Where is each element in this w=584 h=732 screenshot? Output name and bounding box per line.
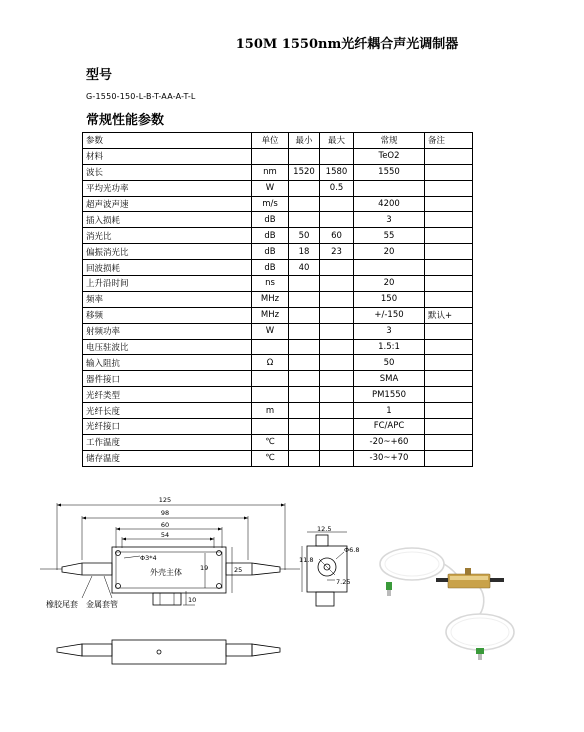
table-cell: +/-150 [354, 307, 425, 323]
table-cell: 器件接口 [83, 371, 252, 387]
table-cell: 频率 [83, 291, 252, 307]
table-cell: 回波损耗 [83, 260, 252, 276]
model-code: G-1550-150-L-B-T-AA-A-T-L [86, 92, 196, 101]
product-photo [376, 536, 516, 666]
table-cell: SMA [354, 371, 425, 387]
table-cell: 23 [320, 244, 354, 260]
dim-10: 10 [188, 596, 197, 604]
dim-7-25: 7.25 [336, 578, 351, 586]
dim-98: 98 [160, 509, 170, 517]
label-rubber-boot: 橡胶尾套 [46, 600, 78, 609]
table-cell: 20 [354, 244, 425, 260]
table-cell: dB [252, 212, 289, 228]
dim-25: 25 [234, 566, 243, 574]
table-cell: 默认+ [425, 307, 473, 323]
table-cell: 材料 [83, 148, 252, 164]
table-cell: 光纤接口 [83, 419, 252, 435]
table-cell: 1580 [320, 164, 354, 180]
table-cell: dB [252, 260, 289, 276]
table-cell: m/s [252, 196, 289, 212]
dim-125: 125 [158, 496, 172, 504]
table-cell: Ω [252, 355, 289, 371]
table-cell: 3 [354, 212, 425, 228]
table-cell: 55 [354, 228, 425, 244]
table-cell: 输入阻抗 [83, 355, 252, 371]
header-unit: 单位 [252, 133, 289, 149]
header-max: 最大 [320, 133, 354, 149]
table-cell: TeO2 [354, 148, 425, 164]
table-cell: 储存温度 [83, 450, 252, 466]
table-cell: 电压驻波比 [83, 339, 252, 355]
table-cell: m [252, 403, 289, 419]
table-cell: ℃ [252, 434, 289, 450]
header-typical: 常规 [354, 133, 425, 149]
header-min: 最小 [289, 133, 320, 149]
dim-12-5: 12.5 [317, 525, 332, 533]
table-cell: 150 [354, 291, 425, 307]
dim-60: 60 [160, 521, 170, 529]
table-cell: 偏振消光比 [83, 244, 252, 260]
document-title: 150M 1550nm光纤耦合声光调制器 [235, 37, 459, 52]
table-cell: 1520 [289, 164, 320, 180]
table-cell: ℃ [252, 450, 289, 466]
table-cell: 1.5:1 [354, 339, 425, 355]
body-label: 外壳主体 [150, 568, 182, 577]
table-cell: 超声波声速 [83, 196, 252, 212]
table-cell: 波长 [83, 164, 252, 180]
table-cell: nm [252, 164, 289, 180]
table-cell: 20 [354, 276, 425, 292]
table-cell: 插入损耗 [83, 212, 252, 228]
table-cell: 光纤类型 [83, 387, 252, 403]
table-cell: -30~+70 [354, 450, 425, 466]
table-cell: MHz [252, 307, 289, 323]
side-view [302, 532, 347, 606]
dim-phi-6-8: Φ6.8 [344, 546, 360, 554]
label-metal-sleeve: 金属套管 [86, 600, 118, 609]
table-cell: W [252, 323, 289, 339]
table-cell: 50 [354, 355, 425, 371]
table-cell: MHz [252, 291, 289, 307]
table-cell: 3 [354, 323, 425, 339]
bottom-view [57, 640, 280, 664]
table-cell: -20~+60 [354, 434, 425, 450]
header-param: 参数 [83, 133, 252, 149]
table-cell: 上升沿时间 [83, 276, 252, 292]
table-cell: 1550 [354, 164, 425, 180]
dim-54: 54 [160, 531, 170, 539]
table-cell: PM1550 [354, 387, 425, 403]
table-cell: 40 [289, 260, 320, 276]
table-cell: W [252, 180, 289, 196]
table-cell: 移频 [83, 307, 252, 323]
section-model-heading: 型号 [86, 68, 113, 83]
dim-19: 19 [200, 564, 209, 572]
table-cell: 0.5 [320, 180, 354, 196]
table-cell: 消光比 [83, 228, 252, 244]
table-cell: 射频功率 [83, 323, 252, 339]
table-cell: 50 [289, 228, 320, 244]
header-note: 备注 [425, 133, 473, 149]
table-cell: 光纤长度 [83, 403, 252, 419]
section-params-heading: 常规性能参数 [86, 113, 165, 128]
table-cell: 工作温度 [83, 434, 252, 450]
table-cell: 1 [354, 403, 425, 419]
table-cell: 18 [289, 244, 320, 260]
dim-hole: Φ3*4 [140, 554, 157, 562]
table-cell: 60 [320, 228, 354, 244]
dim-11-8: 11.8 [299, 556, 314, 564]
table-cell: 平均光功率 [83, 180, 252, 196]
table-cell: dB [252, 244, 289, 260]
table-cell: ns [252, 276, 289, 292]
table-cell: dB [252, 228, 289, 244]
top-view [40, 503, 300, 605]
table-cell: FC/APC [354, 419, 425, 435]
table-cell: 4200 [354, 196, 425, 212]
